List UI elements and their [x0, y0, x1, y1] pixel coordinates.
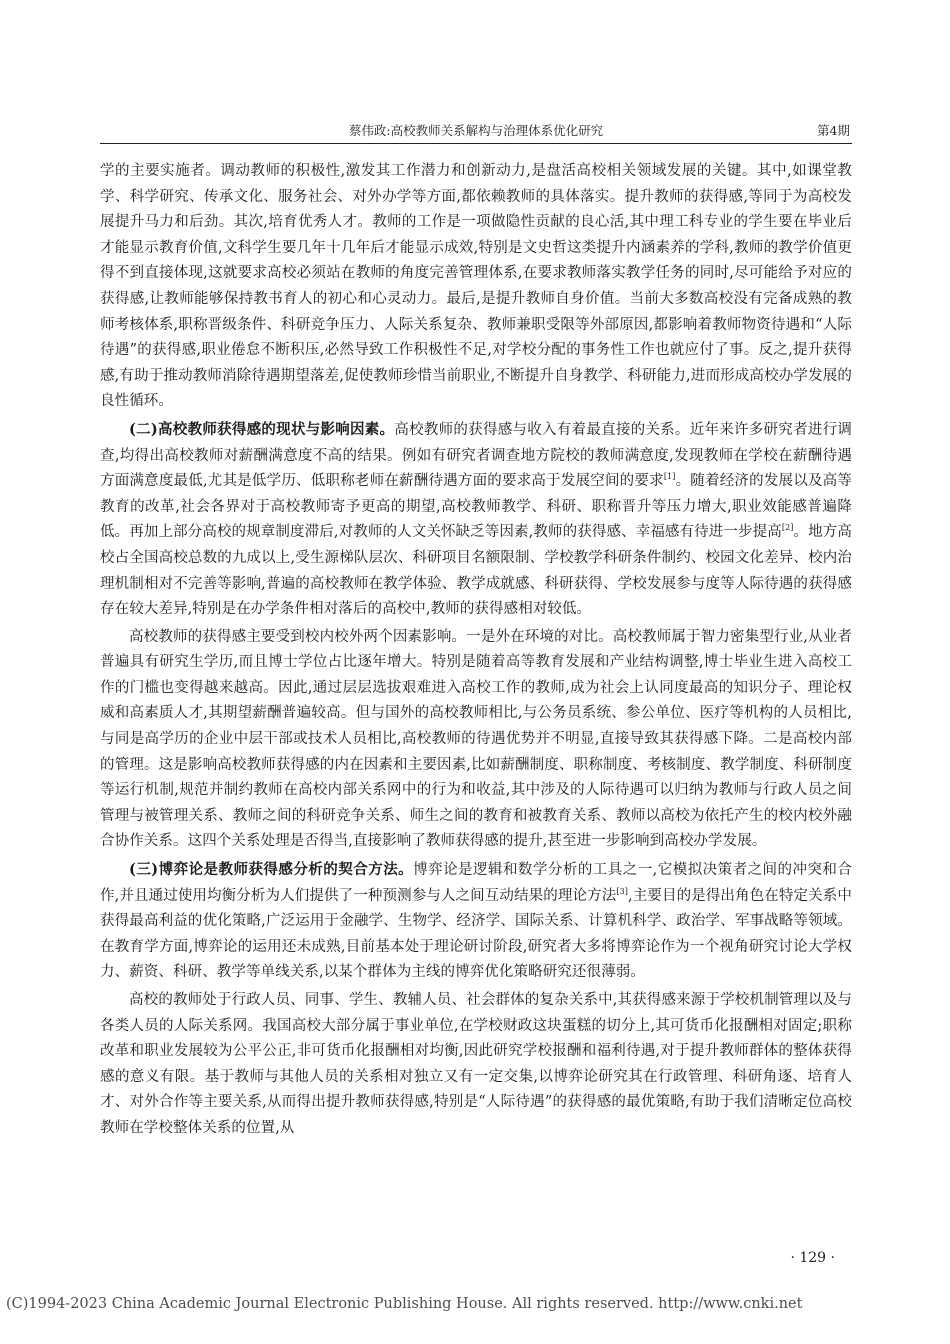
article-body	[100, 159, 852, 1144]
copyright-footer: (C)1994-2023 China Academic Journal Electronic Publishing House. All rights reserved. http://www.cnki.net	[6, 1296, 803, 1312]
paragraph-2-text-b: 。随着经济的发展以及高等教育的改革,社会各界对于高校教师寄予更高的期望,高校教师教学、科研、职称晋升等压力增大,职业效能感普遍降低。再加上部分高校的规章制度滞后,对教师的人文关怀缺乏等因素,教师的获得感、幸福感有待进一步提高	[100, 473, 852, 541]
paragraph-1: 学的主要实施者。调动教师的积极性,激发其工作潜力和创新动力,是盘活高校相关领域发展的关键。其中,如课堂教学、科学研究、传承文化、服务社会、对外办学等方面,都依赖教师的具体落实。提升教师的获得感,等同于为高校发展提升马力和后劲。其次,培育优秀人才。教师的工作是一项做隐性贡献的良心活,其中理工科专业的学生要在毕业后才能显示教育价值,文科学生要几年十几年后才能显示成效,特别是文史哲这类提升内涵素养的学科,教师的教学价值更得不到直接体现,这就要求高校必须站在教师的角度完善管理体系,在要求教师落实教学任务的同时,尽可能给予对应的获得感,让教师能够保持教书育人的初心和心灵动力。最后,是提升教师自身价值。当前大多数高校没有完备成熟的教师考核体系,职称晋级条件、科研竞争压力、人际关系复杂、教师兼职受限等外部原因,都影响着教师物资待遇和“人际待遇”的获得感,职业倦怠不断积压,必然导致工作积极性不足,对学校分配的事务性工作也就应付了事。反之,提升获得感,有助于推动教师消除待遇期望落差,促使教师珍惜当前职业,不断提升自身教学、科研能力,进而形成高校办学发展的良性循环。	[100, 163, 852, 410]
paragraph-2-text-c: 。地方高校占全国高校总数的九成以上,受生源梯队层次、科研项目名额限制、学校教学科研条件制约、校园文化差异、校内治理机制相对不完善等影响,普遍的高校教师在教学体验、教学成就感、科研获得、学校发展参与度等人际待遇的获得感存在较大差异,特别是在办学条件相对落后的高校中,教师的获得感相对较低。	[100, 524, 853, 618]
paragraph-4-text-a: 博弈论是逻辑和数学分析的工具之一,它模拟决策者之间的冲突和合作,并且通过使用均衡分析为人们提供了一种预测参与人之间互动结果的理论方法	[100, 862, 852, 904]
running-header	[100, 117, 852, 144]
section-heading-3: (三)博弈论是教师获得感分析的契合方法。	[129, 861, 414, 879]
page-number: · 129 ·	[790, 1250, 835, 1266]
citation-3: [3]	[616, 886, 628, 896]
paragraph-3: 高校教师的获得感主要受到校内校外两个因素影响。一是外在环境的对比。高校教师属于智力密集型行业,从业者普遍具有研究生学历,而且博士学位占比逐年增大。特别是随着高等教育发展和产业结构调整,博士毕业生进入高校工作的门槛也变得越来越高。因此,通过层层选拔艰难进入高校工作的教师,成为社会上认同度最高的知识分子、理论权威和高素质人才,其期望薪酬普遍较高。但与国外的高校教师相比,与公务员系统、参公单位、医疗等机构的人员相比,与同是高学历的企业中层干部或技术人员相比,高校教师的待遇优势并不明显,直接导致其获得感下降。二是高校内部的管理。这是影响高校教师获得感的内在因素和主要因素,比如薪酬制度、职称制度、考核制度、教学制度、科研制度等运行机制,规范并制约教师在高校内部关系网中的行为和收益,其中涉及的人际待遇可以归纳为教师与行政人员之间管理与被管理关系、教师之间的科研竞争关系、师生之间的教育和被教育关系、教师以高校为依托产生的校内校外融合协作关系。这四个关系处理是否得当,直接影响了教师获得感的提升,甚至进一步影响到高校办学发展。	[100, 628, 852, 850]
citation-1: [1]	[663, 472, 676, 482]
paragraph-2	[100, 417, 852, 623]
paragraph-5: 高校的教师处于行政人员、同事、学生、教辅人员、社会群体的复杂关系中,其获得感来源于学校机制管理以及与各类人员的人际关系网。我国高校大部分属于事业单位,在学校财政这块蛋糕的切分上,其可货币化报酬相对固定;职称改革和职业发展较为公平公正,非可货币化报酬相对均衡,因此研究学校报酬和福利待遇,对于提升教师群体的整体获得感的意义有限。基于教师与其他人员的关系相对独立又有一定交集,以博弈论研究其在行政管理、科研角逐、培育人才、对外合作等主要关系,从而得出提升教师获得感,特别是“人际待遇”的获得感的最优策略,有助于我们清晰定位高校教师在学校整体关系的位置,从	[100, 992, 852, 1136]
citation-2: [2]	[781, 523, 794, 533]
paragraph-4	[100, 857, 852, 986]
issue-number: 第4期	[817, 123, 850, 138]
paragraph-2-text-a: 高校教师的获得感与收入有着最直接的关系。近年来许多研究者进行调查,均得出高校教师对薪酬满意度不高的结果。例如有研究者调查地方院校的教师满意度,发现教师在学校在薪酬待遇方面满意度最低,尤其是低学历、低职称老师在薪酬待遇方面的要求高于发展空间的要求	[100, 421, 852, 490]
section-heading-2: (二)高校教师获得感的现状与影响因素。	[129, 420, 395, 438]
paragraph-4-text-b: ,主要目的是得出角色在特定关系中获得最高利益的优化策略,广泛运用于金融学、生物学、经济学、国际关系、计算机科学、政治学、军事战略等领域。在教育学方面,博弈论的运用还未成熟,目前基本处于理论研讨阶段,研究者大多将博弈论作为一个视角研究讨论大学权力、薪资、科研、教学等单线关系,以某个群体为主线的博弈优化策略研究还很薄弱。	[100, 887, 852, 981]
running-header-title: 蔡伟政:高校教师关系解构与治理体系优化研究	[348, 123, 604, 138]
